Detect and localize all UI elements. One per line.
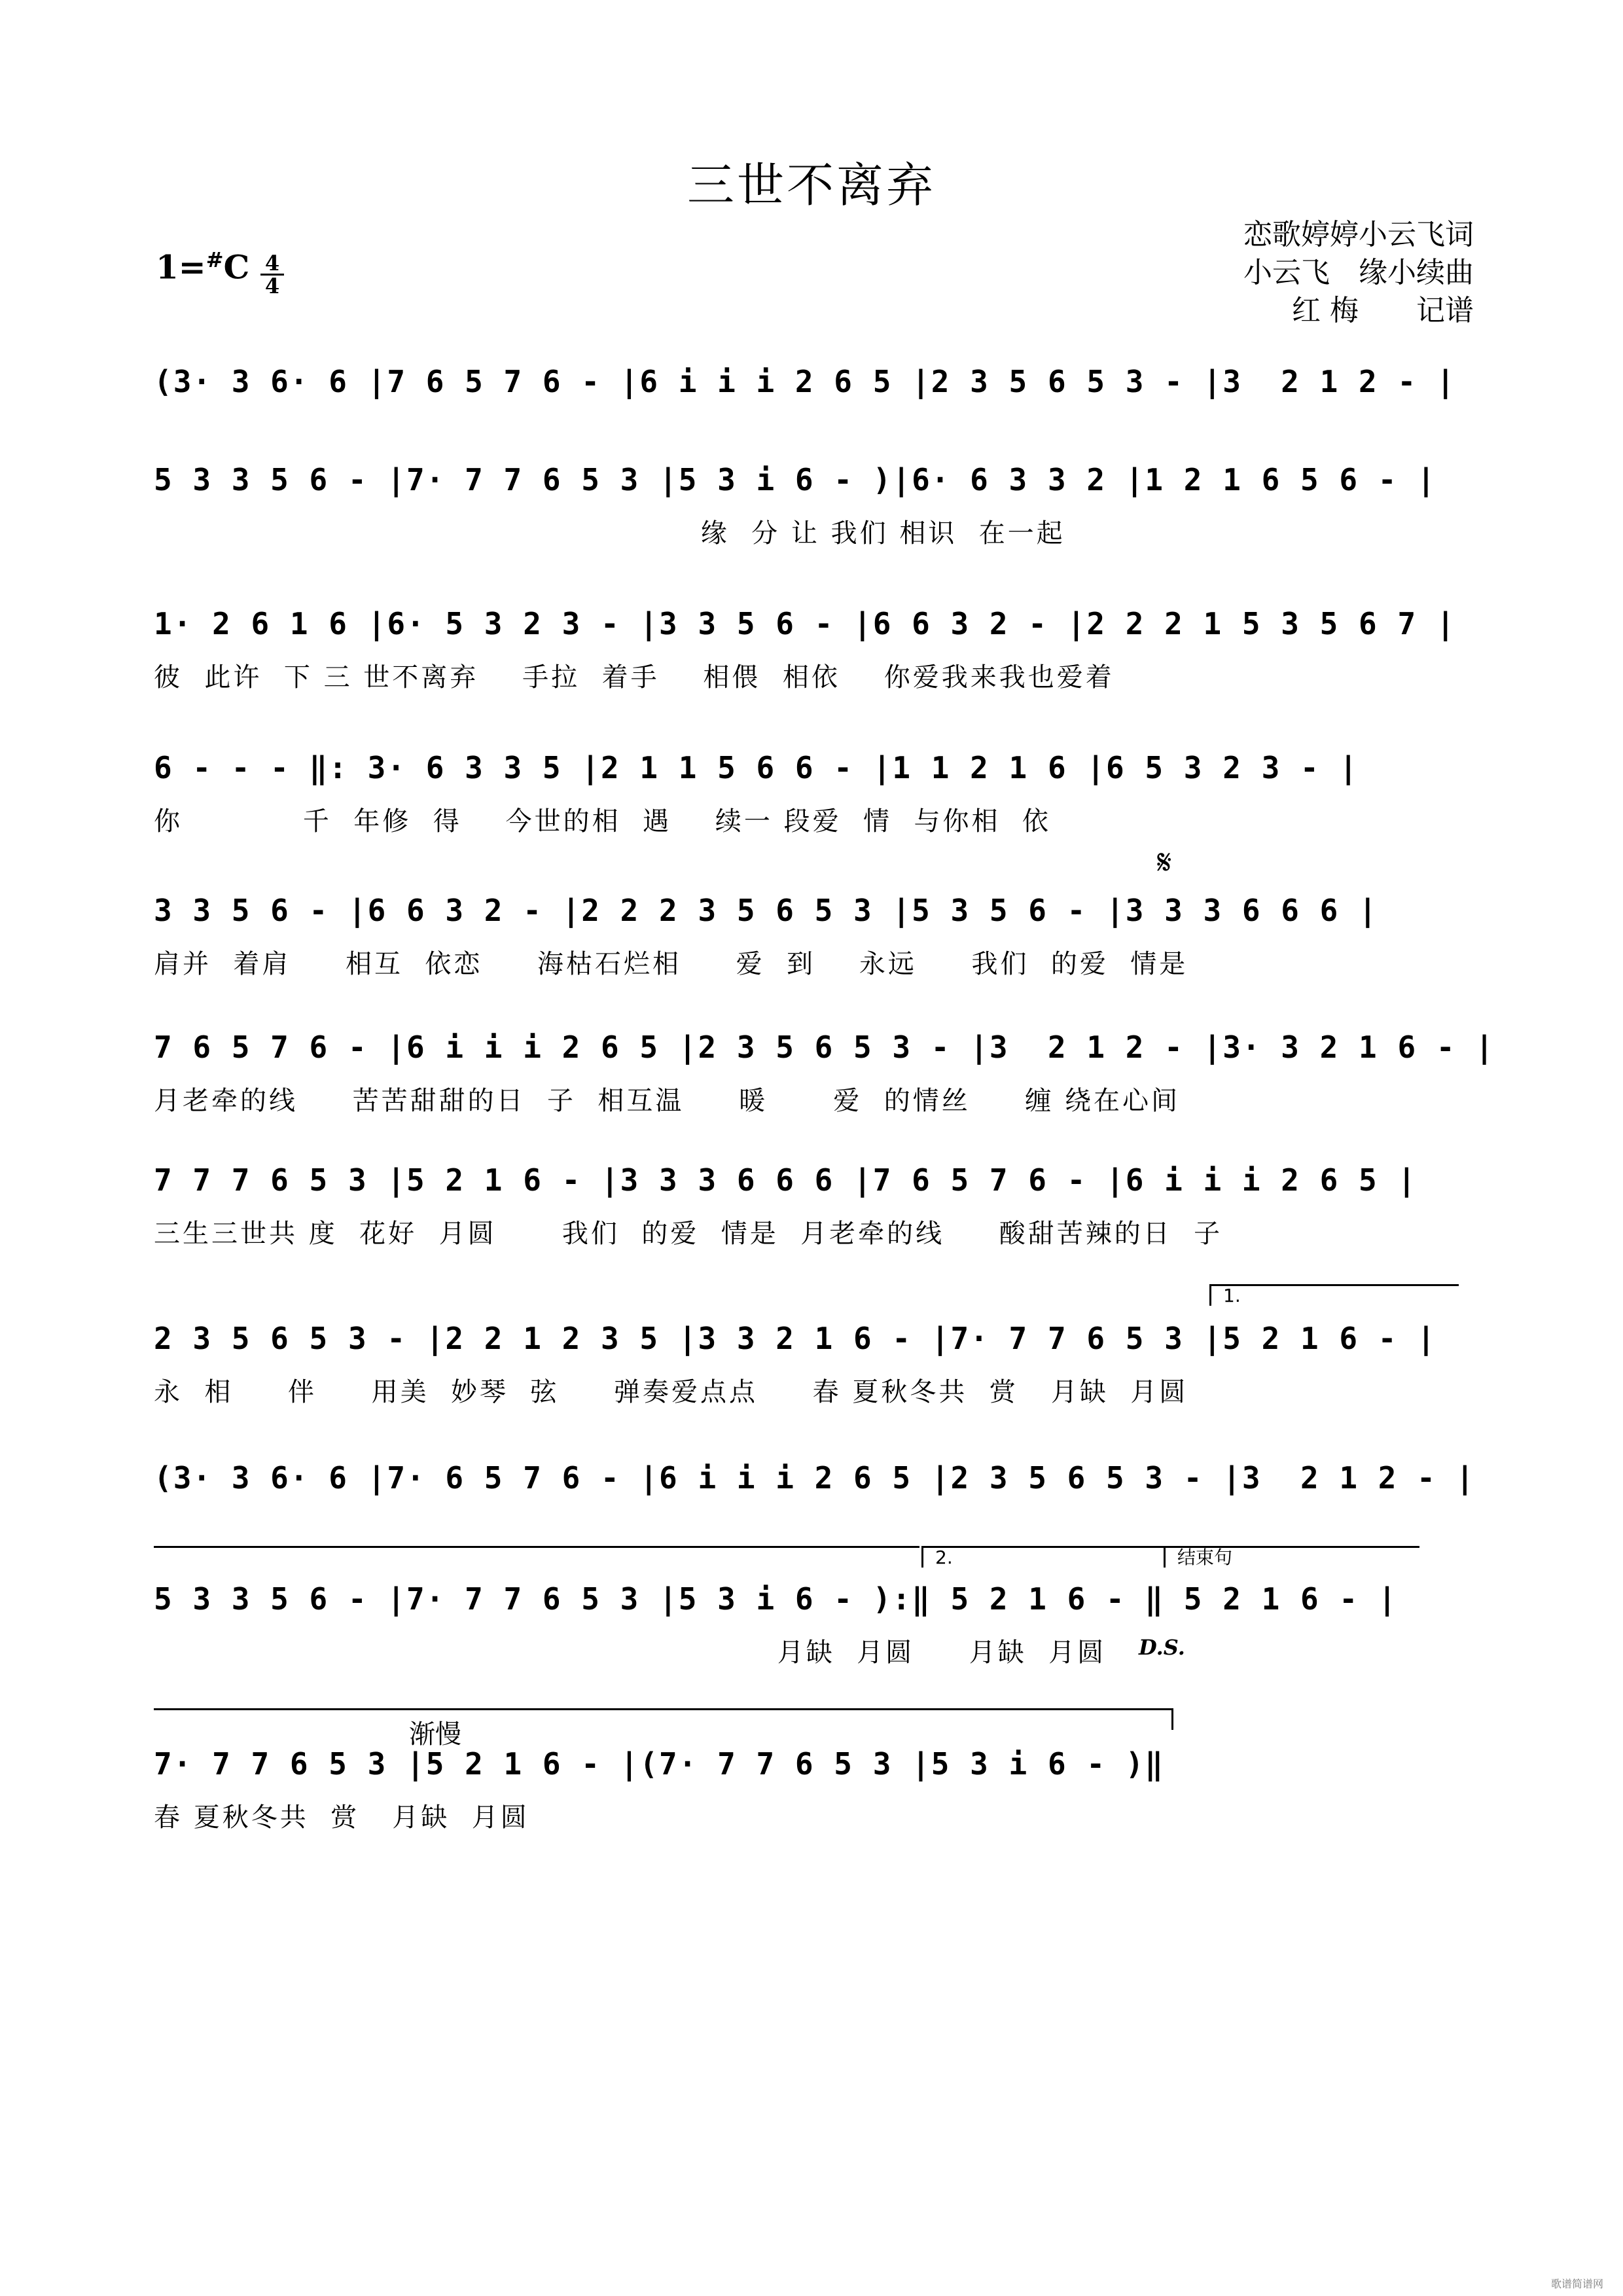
notation-line: (3· 3 6· 6 |7 6 5 7 6 - |6 i i i 2 6 5 |2 3 5 6 5 3 - |3 2 1 2 - | xyxy=(154,364,1456,399)
song-title: 三世不离弃 xyxy=(687,158,936,213)
lyric-line: 肩并 着肩 相互 依恋 海枯石烂相 爱 到 永远 我们 的爱 情是 xyxy=(154,949,1188,979)
notation-line: 1· 2 6 1 6 |6· 5 3 2 3 - |3 3 5 6 - |6 6 3 2 - |2 2 2 1 5 3 5 6 7 | xyxy=(154,606,1456,641)
lyric-line: 永 相 伴 用美 妙琴 弦 弹奏爱点点 春 夏秋冬共 赏 月缺 月圆 xyxy=(154,1377,1188,1407)
notation-line: 7 6 5 7 6 - |6 i i i 2 6 5 |2 3 5 6 5 3 - |3 2 1 2 - |3· 3 2 1 6 - | xyxy=(154,1030,1495,1065)
lyric-line: 缘 分 让 我们 相识 在一起 xyxy=(154,518,1065,548)
coda-label: 结束句 xyxy=(1177,1547,1233,1568)
coda-span-end xyxy=(1171,1708,1173,1730)
time-denominator: 4 xyxy=(264,274,280,298)
segno-sign: 𝄋 xyxy=(1157,843,1172,882)
key-tonic: C xyxy=(223,247,250,287)
ds-label: D.S. xyxy=(1139,1635,1185,1660)
site-watermark: 歌谱简谱网 xyxy=(1550,2278,1603,2290)
lyric-line: 春 夏秋冬共 赏 月缺 月圆 xyxy=(154,1803,529,1833)
lyric-line: 三生三世共 度 花好 月圆 我们 的爱 情是 月老牵的线 酸甜苦辣的日 子 xyxy=(154,1219,1223,1249)
credits xyxy=(1147,216,1474,330)
first-ending-label: 1. xyxy=(1223,1285,1241,1306)
sharp-sign: # xyxy=(205,247,224,272)
time-numerator: 4 xyxy=(260,253,284,276)
notation-line: 2 3 5 6 5 3 - |2 2 1 2 3 5 |3 3 2 1 6 - |7· 7 7 6 5 3 |5 2 1 6 - | xyxy=(154,1321,1436,1356)
composer-credit: 小云飞 缘小续曲 xyxy=(1243,256,1474,289)
lyric-line: 月缺 月圆 月缺 月圆 xyxy=(154,1638,1107,1668)
first-ending-bracket xyxy=(1209,1284,1459,1306)
ds-marking xyxy=(1139,1635,1185,1660)
transcriber-credit: 红 梅 记谱 xyxy=(1292,294,1474,327)
lyricist-credit: 恋歌婷婷小云飞词 xyxy=(1243,218,1474,251)
time-signature xyxy=(260,253,284,296)
notation-line: 7 7 7 6 5 3 |5 2 1 6 - |3 3 3 6 6 6 |7 6 5 7 6 - |6 i i i 2 6 5 | xyxy=(154,1162,1418,1198)
key-signature xyxy=(156,247,249,287)
notation-line: 5 3 3 5 6 - |7· 7 7 6 5 3 |5 3 i 6 - ):‖ 5 2 1 6 - ‖ 5 2 1 6 - | xyxy=(154,1581,1398,1617)
notation-line: 3 3 5 6 - |6 6 3 2 - |2 2 2 3 5 6 5 3 |5 3 5 6 - |3 3 3 6 6 6 | xyxy=(154,893,1378,928)
notation-line: (3· 3 6· 6 |7· 6 5 7 6 - |6 i i i 2 6 5 |2 3 5 6 5 3 - |3 2 1 2 - | xyxy=(154,1460,1476,1496)
notation-line: 5 3 3 5 6 - |7· 7 7 6 5 3 |5 3 i 6 - )|6· 6 3 3 2 |1 2 1 6 5 6 - | xyxy=(154,462,1436,497)
coda-bracket xyxy=(1164,1546,1419,1568)
key-prefix: 1= xyxy=(156,247,206,287)
coda-span-line xyxy=(154,1708,1171,1710)
repeat-span-line xyxy=(154,1546,919,1548)
second-ending-bracket xyxy=(921,1546,1171,1568)
notation-line: 7· 7 7 6 5 3 |5 2 1 6 - |(7· 7 7 6 5 3 |5 3 i 6 - )‖ xyxy=(154,1746,1165,1782)
lyric-line: 你 千 年修 得 今世的相 遇 续一 段爱 情 与你相 依 xyxy=(154,806,1051,836)
ritardando-marking: 渐慢 xyxy=(409,1719,461,1749)
second-ending-label: 2. xyxy=(935,1547,953,1568)
lyric-line: 彼 此许 下 三 世不离弃 手拉 着手 相偎 相依 你爱我来我也爱着 xyxy=(154,662,1115,692)
lyric-line: 月老牵的线 苦苦甜甜的日 子 相互温 暖 爱 的情丝 缠 绕在心间 xyxy=(154,1086,1181,1116)
notation-line: 6 - - - ‖: 3· 6 3 3 5 |2 1 1 5 6 6 - |1 1 2 1 6 |6 5 3 2 3 - | xyxy=(154,750,1359,785)
